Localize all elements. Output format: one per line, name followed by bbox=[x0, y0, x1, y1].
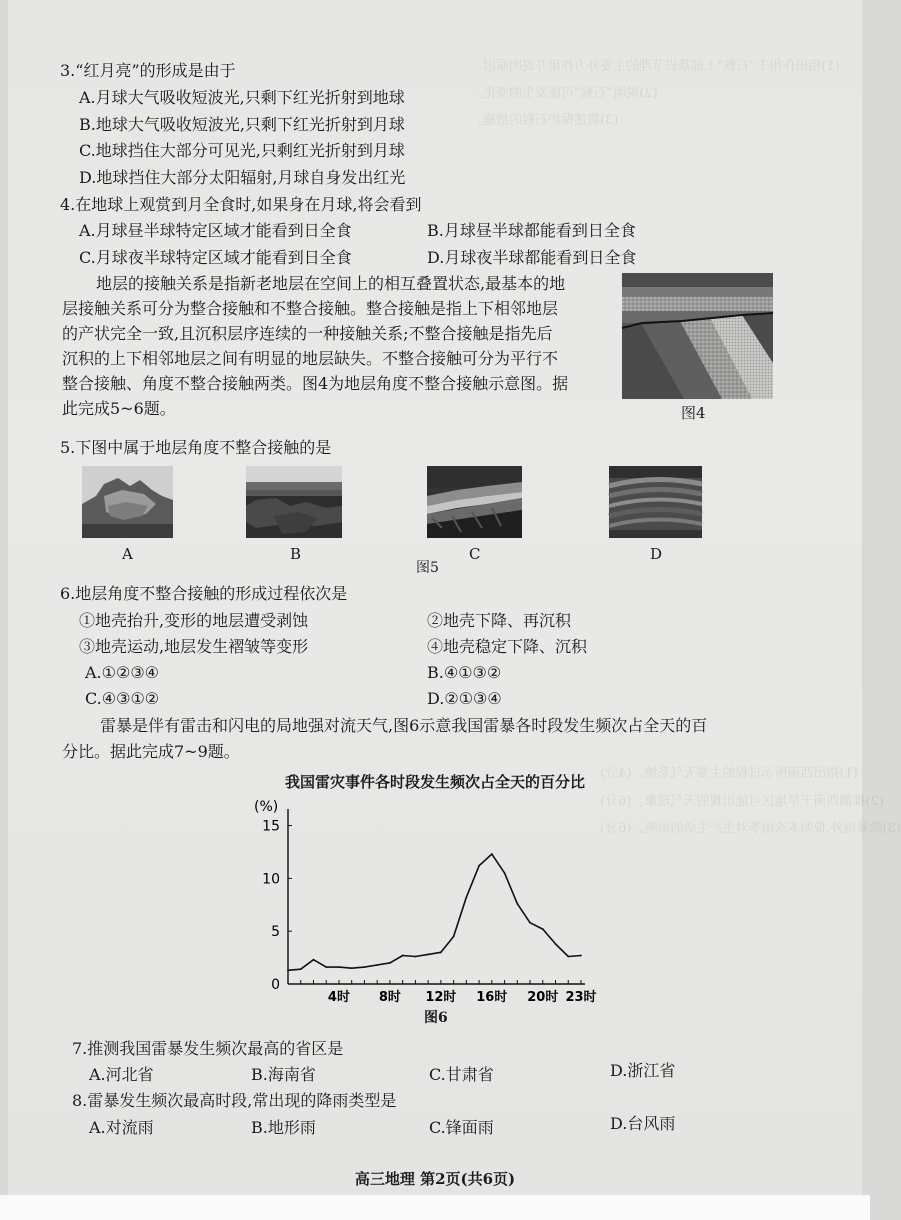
data-point bbox=[516, 903, 518, 905]
y-tick-label: 15 bbox=[262, 818, 280, 835]
data-point bbox=[567, 956, 569, 958]
passage-1-line: 整合接触、角度不整合接触两类。图4为地层角度不整合接触示意图。据 bbox=[62, 374, 569, 393]
photo-b-label: B bbox=[290, 545, 302, 563]
passage-1-line: 沉积的上下相邻地层之间有明显的地层缺失。不整合接触可分为平行不 bbox=[62, 349, 559, 368]
photo-option-d bbox=[609, 466, 702, 538]
question-4-stem: 4.在地球上观赏到月全食时,如果身在月球,将会看到 bbox=[60, 195, 422, 214]
question-8-option-c: C.锋面雨 bbox=[429, 1118, 494, 1137]
question-6-step: ①地壳抬升,变形的地层遭受剥蚀 bbox=[79, 611, 309, 630]
data-point bbox=[465, 896, 467, 898]
question-3-option-c: C.地球挡住大部分可见光,只剩红光折射到月球 bbox=[79, 141, 405, 160]
question-4-option-a: A.月球昼半球特定区域才能看到日全食 bbox=[79, 221, 352, 240]
data-point bbox=[580, 955, 582, 957]
data-point bbox=[389, 962, 391, 964]
scan-margin bbox=[0, 1195, 870, 1220]
data-point bbox=[504, 872, 506, 874]
passage-2-line: 雷暴是伴有雷击和闪电的局地强对流天气,图6示意我国雷暴各时段发生频次占全天的百 bbox=[100, 716, 708, 735]
y-tick-label: 10 bbox=[262, 871, 280, 888]
show-through-text: (3)简述保护石猴的措施。 bbox=[470, 113, 619, 128]
data-point bbox=[351, 967, 353, 969]
data-point bbox=[453, 936, 455, 938]
question-7-option-b: B.海南省 bbox=[251, 1065, 316, 1084]
question-3-option-a: A.月球大气吸收短波光,只剩下红光折射到地球 bbox=[79, 88, 405, 107]
question-6-step: ③地壳运动,地层发生褶皱等变形 bbox=[79, 637, 309, 656]
question-3-option-b: B.地球大气吸收短波光,只剩下红光折射到月球 bbox=[79, 115, 405, 134]
photo-a-label: A bbox=[122, 545, 133, 563]
figure-4-caption: 图4 bbox=[681, 404, 706, 422]
question-3-option-d: D.地球挡住大部分太阳辐射,月球自身发出红光 bbox=[79, 168, 406, 187]
question-6-option-b: B.④①③② bbox=[427, 663, 502, 682]
data-point bbox=[402, 955, 404, 957]
photo-option-b bbox=[246, 466, 342, 538]
question-6-step: ④地壳稳定下降、沉积 bbox=[427, 637, 588, 656]
question-4-option-b: B.月球昼半球都能看到日全食 bbox=[427, 221, 636, 240]
data-point bbox=[313, 959, 315, 961]
photo-option-c bbox=[427, 466, 522, 538]
x-tick-label: 20时 bbox=[527, 990, 559, 1005]
data-point bbox=[478, 865, 480, 867]
passage-1-line: 地层的接触关系是指新老地层在空间上的相互叠置状态,最基本的地 bbox=[96, 274, 566, 293]
data-point bbox=[376, 964, 378, 966]
data-point bbox=[325, 966, 327, 968]
page-footer: 高三地理 第2页(共6页) bbox=[354, 1170, 516, 1188]
data-point bbox=[529, 922, 531, 924]
question-4-option-c: C.月球夜半球特定区域才能看到日全食 bbox=[79, 248, 352, 267]
data-series-line bbox=[288, 854, 581, 970]
x-tick-label: 8时 bbox=[378, 990, 401, 1005]
data-point bbox=[542, 928, 544, 930]
photo-c-label: C bbox=[469, 545, 481, 563]
question-8-option-d: D.台风雨 bbox=[610, 1114, 676, 1133]
question-6-option-d: D.②①③④ bbox=[427, 689, 502, 708]
question-7-option-d: D.浙江省 bbox=[610, 1061, 676, 1080]
question-6-option-c: C.④③①② bbox=[85, 689, 160, 708]
question-5-stem: 5.下图中属于地层角度不整合接触的是 bbox=[60, 438, 332, 457]
y-tick-label: 0 bbox=[271, 977, 280, 993]
question-3-stem: 3.“红月亮”的形成是由于 bbox=[60, 61, 236, 80]
data-point bbox=[414, 956, 416, 958]
question-4-option-d: D.月球夜半球都能看到日全食 bbox=[427, 248, 637, 267]
photo-option-a bbox=[82, 466, 173, 538]
figure-6-caption: 图6 bbox=[424, 1010, 448, 1026]
photo-d-label: D bbox=[650, 545, 663, 563]
chart-title: 我国雷灾事件各时段发生频次占全天的百分比 bbox=[284, 773, 585, 791]
data-point bbox=[364, 966, 366, 968]
show-through-text: (1)指出作用于“石猴”上部基岩节理的主要外力作用并说明原因。 bbox=[470, 59, 840, 74]
x-tick-label: 16时 bbox=[476, 990, 508, 1005]
x-tick-label: 12时 bbox=[425, 990, 457, 1005]
question-7-option-a: A.河北省 bbox=[89, 1065, 154, 1084]
chart-ylabel: (%) bbox=[254, 799, 279, 815]
show-through-text: (2)推测西南干旱地区可能出现的天气现象。(6分) bbox=[600, 794, 884, 809]
question-6-option-a: A.①②③④ bbox=[85, 663, 160, 682]
data-point bbox=[427, 954, 429, 956]
show-through-text: (1)指出西南所示过程的主要天气系统。(4分) bbox=[600, 766, 858, 781]
question-8-option-a: A.对流雨 bbox=[89, 1118, 154, 1137]
data-point bbox=[338, 966, 340, 968]
data-point bbox=[491, 853, 493, 855]
question-7-option-c: C.甘肃省 bbox=[429, 1065, 494, 1084]
data-point bbox=[300, 968, 302, 970]
x-tick-label: 23时 bbox=[565, 990, 597, 1005]
passage-1-line: 的产状完全一致,且沉积层序连续的一种接触关系;不整合接触是指先后 bbox=[62, 324, 553, 343]
figure-4-unconformity-diagram bbox=[622, 273, 773, 399]
figure-5-caption: 图5 bbox=[416, 560, 439, 576]
data-point bbox=[555, 943, 557, 945]
data-point bbox=[440, 951, 442, 953]
question-6-stem: 6.地层角度不整合接触的形成过程依次是 bbox=[60, 584, 348, 603]
question-6-step: ②地壳下降、再沉积 bbox=[427, 611, 572, 630]
show-through-text: (2)说明“石猴”可能发生的变化。 bbox=[470, 86, 658, 101]
question-8-stem: 8.雷暴发生频次最高时段,常出现的降雨类型是 bbox=[72, 1091, 397, 1110]
question-7-stem: 7.推测我国雷暴发生频次最高的省区是 bbox=[72, 1039, 344, 1058]
figure-6-line-chart bbox=[240, 795, 620, 1025]
show-through-text: (3)除暴雨外,说明本次雨季对生产生活的影响。(6分) bbox=[600, 821, 901, 836]
passage-1-line: 层接触关系可分为整合接触和不整合接触。整合接触是指上下相邻地层 bbox=[62, 299, 559, 318]
data-point bbox=[287, 969, 289, 971]
passage-2-line: 分比。据此完成7~9题。 bbox=[62, 742, 240, 761]
y-tick-label: 5 bbox=[271, 924, 280, 941]
passage-1-line: 此完成5~6题。 bbox=[62, 399, 176, 418]
question-8-option-b: B.地形雨 bbox=[251, 1118, 316, 1137]
x-tick-label: 4时 bbox=[327, 990, 350, 1005]
